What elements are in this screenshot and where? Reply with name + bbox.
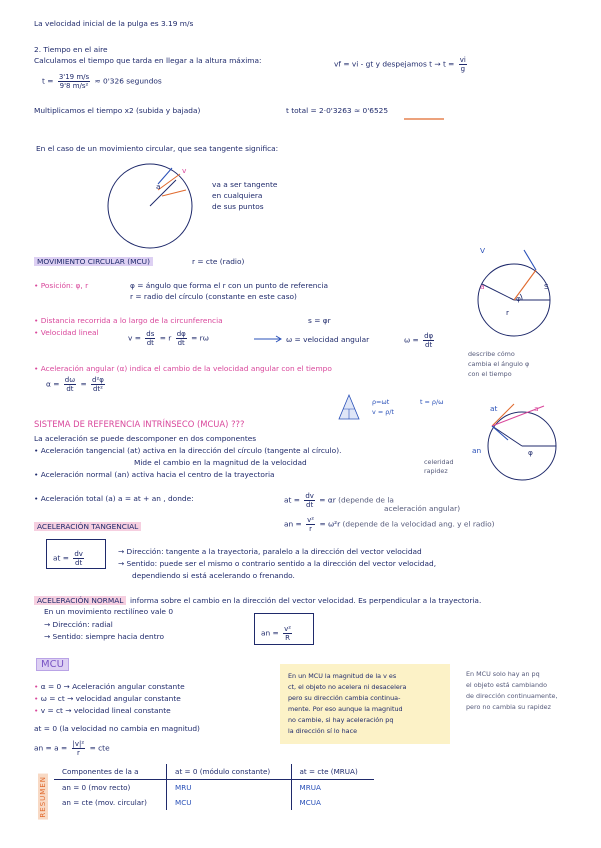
- s-definition: s = φr: [308, 316, 331, 325]
- section-heading-time: 2. Tiempo en el aire: [34, 45, 108, 54]
- angular-acc-line: • Aceleración angular (α) indica el cambio de la velocidad angular con el tiempo: [34, 364, 332, 373]
- tangential-title: ACELERACIÓN TANGENCIAL: [34, 522, 141, 531]
- mcu-yellow-note: [280, 664, 450, 744]
- intrinsic-an-label: an: [472, 446, 482, 455]
- summary-row: [54, 780, 374, 796]
- total-bullet: • Aceleración total (a) a = at + an , donde:: [34, 494, 194, 503]
- normal-desc-2: En un movimiento rectilíneo vale 0: [44, 607, 174, 616]
- alpha-equation: α = $\frac{d\omega}{dt}$ = $\frac{\text{d²φ}}{\text{dt²}}$: [46, 376, 104, 393]
- total-time: t total = 2·0'3263 ≈ 0'6525: [286, 106, 389, 115]
- tangent-note-2: en cualquiera: [212, 191, 263, 200]
- summary-table: [54, 764, 374, 810]
- mcu-a-label: a: [480, 282, 485, 291]
- summary-header-3: at = cte (MRUA): [291, 764, 374, 780]
- w-equation: ω = $\frac{d\varphi}{dt}$: [404, 332, 434, 349]
- celerity-note: celeridad: [424, 458, 454, 466]
- w-definition: ω = velocidad angular: [286, 335, 370, 344]
- distance-line: • Distancia recorrida a lo largo de la circunferencia: [34, 316, 223, 325]
- normal-direction: → Dirección: radial: [44, 620, 113, 629]
- normal-sense: → Sentido: siempre hacia dentro: [44, 632, 165, 641]
- mcu-s-label: S: [544, 282, 549, 291]
- summary-header-2: at = 0 (módulo constante): [167, 764, 291, 780]
- mcu-title: MOVIMIENTO CIRCULAR (MCU): [34, 257, 153, 266]
- intrinsic-intro: La aceleración se puede descomponer en dos componentes: [34, 434, 257, 443]
- phi-definition: φ = ángulo que forma el r con un punto de referencia: [130, 281, 329, 290]
- mcu-line-3: • v = ct → velocidad lineal constante: [34, 706, 171, 715]
- summary-header-row: [54, 764, 374, 780]
- at-note-2: aceleración angular): [384, 504, 461, 513]
- mcu-v-label: V: [480, 246, 486, 255]
- summary-row: [54, 795, 374, 810]
- triangle-mnemonic: [338, 394, 360, 420]
- mcu-line-5: an = a = $\frac{\text{|v|²}}{r}$ = cte: [34, 740, 110, 757]
- intrinsic-title: SISTEMA DE REFERENCIA INTRÍNSECO (MCUA) ???: [34, 419, 245, 429]
- mcu-phi-label: φ: [516, 294, 521, 303]
- intrinsic-at-label: at: [490, 404, 498, 413]
- at-equation: at = $\frac{dv}{dt}$ = αr (depende de la: [284, 492, 394, 509]
- tangent-circle-diagram: [98, 160, 208, 250]
- normal-bullet: • Aceleración normal (an) activa hacia el centro de la trayectoria: [34, 470, 275, 479]
- position-label: • Posición: φ, r: [34, 281, 89, 290]
- summary-cell: MCU: [167, 795, 291, 810]
- intrinsic-circle-diagram: [468, 400, 568, 490]
- normal-formula-box: [254, 613, 314, 645]
- tri-right: t = ρ/ω: [420, 398, 444, 406]
- linear-speed-label: • Velocidad lineal: [34, 328, 99, 337]
- note-line-2: ct, el objeto no acelera ni desacelera: [288, 683, 407, 691]
- tangential-direction: → Dirección: tangente a la trayectoria, paralelo a la dirección del vector velocidad: [118, 547, 422, 556]
- normal-formula: an = $\frac{\text{v²}}{R}$: [261, 625, 292, 642]
- summary-cell: an = cte (mov. circular): [62, 798, 147, 807]
- summary-cell: MCUA: [291, 795, 374, 810]
- tangential-bullet-2: Mide el cambio en la magnitud de la velocidad: [134, 458, 307, 467]
- vf-equation: vf = vi - gt y despejamos t → t = $\frac{vi}{g}$: [334, 56, 466, 73]
- total-underline: [404, 117, 444, 121]
- mcu-line-2: • ω = ct → velocidad angular constante: [34, 694, 181, 703]
- tangential-bullet: • Aceleración tangencial (at) activa en la dirección del círculo (tangente al círculo).: [34, 446, 342, 455]
- calc-line: Calculamos el tiempo que tarda en llegar a la altura máxima:: [34, 56, 262, 65]
- intrinsic-phi-label: φ: [528, 448, 533, 457]
- t-calc: t = $\frac{3'19 m/s}{\text{9'8 m/s²}}$ ≈ 0'326 segundos: [42, 73, 162, 90]
- tangential-formula: at = $\frac{dv}{dt}$: [53, 550, 83, 567]
- side-note-4: pero no cambia su rapidez: [466, 703, 551, 711]
- summary-cell: an = 0 (mov recto): [62, 783, 131, 792]
- tangent-note-1: va a ser tangente: [212, 180, 278, 189]
- mcu-line-1: • α = 0 → Aceleración angular constante: [34, 682, 185, 691]
- tangent-v-label: v: [182, 166, 187, 175]
- mcu-circle-diagram: [464, 244, 564, 354]
- tangential-sense-2: dependiendo si está acelerando o frenando.: [132, 571, 295, 580]
- side-note-1: En MCU solo hay an pq: [466, 670, 540, 678]
- intrinsic-a-label: a: [534, 404, 539, 413]
- tangent-note-3: de sus puntos: [212, 202, 264, 211]
- summary-cell: MRU: [167, 780, 291, 796]
- mult-line: Multiplicamos el tiempo x2 (subida y bajada): [34, 106, 201, 115]
- mcu-line-4: at = 0 (la velocidad no cambia en magnitud): [34, 724, 200, 733]
- tangent-a-label: a: [156, 182, 161, 191]
- summary-header-1: Componentes de la a: [54, 764, 167, 780]
- an-equation: an = $\frac{\text{v²}}{r}$ = ω²r (depende de la velocidad ang. y el radio): [284, 516, 495, 533]
- tangential-sense: → Sentido: puede ser el mismo o contrario sentido a la dirección del vector velocidad,: [118, 559, 437, 568]
- tri-top: ρ=ωt: [372, 398, 390, 406]
- side-note-2: el objeto está cambiando: [466, 681, 547, 689]
- normal-desc: informa sobre el cambio en la dirección del vector velocidad. Es perpendicular a la trayectoria.: [130, 596, 482, 605]
- note-line-4: mente. Por eso aunque la magnitud: [288, 705, 403, 713]
- r-definition: r = radio del círculo (constante en este caso): [130, 292, 297, 301]
- linear-speed-eq: v = $\frac{ds}{dt}$ = r $\frac{d\varphi}{dt}$ = rω: [128, 330, 209, 347]
- note-line-3: pero su dirección cambia continua-: [288, 694, 401, 702]
- describe-note-2: cambia el ángulo φ: [468, 360, 530, 368]
- mcu-section-title: MCU: [36, 658, 69, 671]
- summary-cell: MRUA: [291, 780, 374, 796]
- normal-title: ACELERACIÓN NORMAL: [34, 596, 126, 605]
- r-constant: r = cte (radio): [192, 257, 245, 266]
- note-line-1: En un MCU la magnitud de la v es: [288, 672, 397, 680]
- summary-label: RESUMEN: [39, 776, 47, 818]
- initial-speed-line: La velocidad inicial de la pulga es 3.19 m/s: [34, 19, 194, 28]
- tangential-formula-box: [46, 539, 106, 569]
- circular-bullet: En el caso de un movimiento circular, que sea tangente significa:: [36, 144, 279, 153]
- rapidity-note: rapidez: [424, 467, 448, 475]
- arrow-to-w: [254, 336, 284, 342]
- note-line-6: la dirección sí lo hace: [288, 727, 358, 735]
- note-line-5: no cambie, si hay aceleración pq: [288, 716, 394, 724]
- describe-note-3: con el tiempo: [468, 370, 512, 378]
- side-note-3: de dirección continuamente,: [466, 692, 558, 700]
- mcu-r-label: r: [506, 308, 510, 317]
- describe-note-1: describe cómo: [468, 350, 515, 358]
- tri-mid: v = ρ/t: [372, 408, 394, 416]
